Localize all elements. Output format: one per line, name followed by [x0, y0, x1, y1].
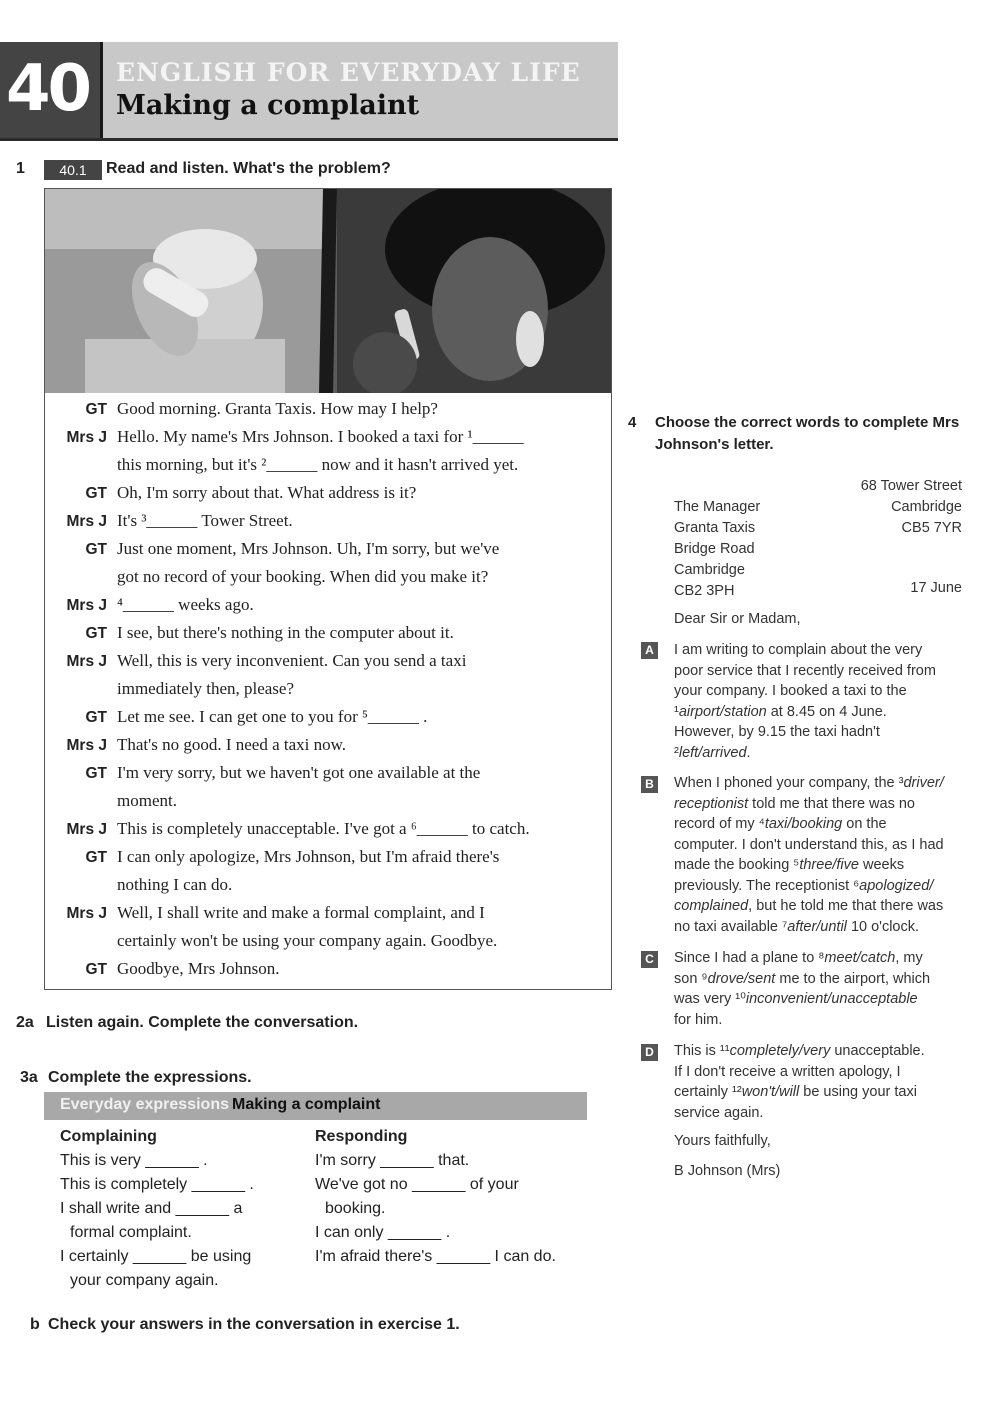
exercise-4-instruction-2: Johnson's letter.	[655, 436, 774, 453]
expression-line: This is completely ______ .	[60, 1176, 254, 1193]
expression-line: I'm afraid there's ______ I can do.	[315, 1248, 556, 1265]
letter-paragraph-b	[674, 773, 974, 937]
line-text: Well, I shall write and make a formal complaint, and I	[117, 903, 485, 922]
letter-salutation: Dear Sir or Madam,	[674, 611, 801, 627]
line-text: certainly won't be using your company again. Goodbye.	[117, 931, 498, 950]
paragraph-label-c: C	[641, 951, 658, 968]
speaker: GT	[85, 709, 107, 726]
complaining-column	[60, 1128, 254, 1296]
letter-line: computer. I don't understand this, as I had	[674, 836, 944, 853]
letter-closing: Yours faithfully,	[674, 1133, 771, 1149]
recipient-address	[674, 497, 760, 602]
speaker: GT	[85, 541, 107, 558]
address-line: The Manager	[674, 499, 761, 515]
address-line: Cambridge	[891, 499, 962, 515]
letter-paragraph-d	[674, 1041, 974, 1123]
expressions-header	[44, 1092, 587, 1120]
letter-line: receptionist told me that there was no	[674, 795, 915, 812]
letter-line: record of my ⁴taxi/booking on the	[674, 816, 887, 832]
expression-line: This is very ______ .	[60, 1152, 208, 1169]
speaker: Mrs J	[66, 429, 107, 446]
exercise-3b-number: b	[30, 1316, 40, 1333]
letter-line: your company. I booked a taxi to the	[674, 683, 907, 699]
exercise-2a-number: 2a	[16, 1014, 34, 1031]
exercise-4-number: 4	[628, 414, 637, 431]
exercise-4-instruction-1: Choose the correct words to complete Mrs	[655, 414, 960, 431]
expression-line: formal complaint.	[70, 1224, 192, 1241]
phone-call-photo-icon	[45, 189, 611, 393]
letter-line: for him.	[674, 1011, 723, 1028]
line-text: I can only apologize, Mrs Johnson, but I'm afraid there's	[117, 847, 500, 866]
line-text: Just one moment, Mrs Johnson. Uh, I'm sorry, but we've	[117, 539, 500, 558]
line-text: Good morning. Granta Taxis. How may I help?	[117, 399, 438, 418]
line-text: This is completely unacceptable. I've got a ⁶______ to catch.	[117, 819, 530, 838]
speaker: GT	[85, 849, 107, 866]
address-line: Bridge Road	[674, 541, 755, 557]
letter-paragraph-a	[674, 640, 974, 763]
speaker: Mrs J	[66, 597, 107, 614]
letter-line: complained, but he told me that there was	[674, 898, 944, 914]
line-text: I see, but there's nothing in the computer about it.	[117, 623, 454, 642]
letter-line: made the booking ⁵three/five weeks	[674, 857, 905, 873]
speaker: GT	[85, 765, 107, 782]
letter-line: no taxi available ⁷after/until 10 o'clock.	[674, 918, 920, 935]
exercise-3a-instruction: Complete the expressions.	[48, 1069, 252, 1086]
expression-line: I can only ______ .	[315, 1224, 451, 1241]
expressions-label: Everyday expressions	[60, 1096, 229, 1113]
letter-line: Since I had a plane to ⁸meet/catch, my	[674, 950, 923, 966]
unit-number-box	[0, 42, 103, 138]
exercise-3a-number: 3a	[20, 1069, 38, 1086]
expression-line: booking.	[325, 1200, 386, 1217]
exercise-2a-instruction: Listen again. Complete the conversation.	[46, 1014, 359, 1031]
address-line: CB2 3PH	[674, 583, 735, 599]
speaker: GT	[85, 485, 107, 502]
letter-line: However, by 9.15 the taxi hadn't	[674, 724, 880, 740]
line-text: Goodbye, Mrs Johnson.	[117, 959, 280, 978]
line-text: Hello. My name's Mrs Johnson. I booked a taxi for ¹______	[117, 427, 524, 446]
letter-line: If I don't receive a written apology, I	[674, 1063, 901, 1080]
conversation-photo	[45, 189, 611, 393]
unit-header	[0, 42, 618, 141]
line-text: Well, this is very inconvenient. Can you send a taxi	[117, 651, 467, 670]
letter-signature: B Johnson (Mrs)	[674, 1163, 781, 1179]
address-line: Cambridge	[674, 562, 745, 578]
series-title: ENGLISH FOR EVERYDAY LIFE	[116, 58, 581, 87]
page-title: Making a complaint	[116, 90, 420, 121]
responding-heading: Responding	[315, 1128, 408, 1145]
line-text: got no record of your booking. When did you make it?	[117, 567, 489, 586]
letter-line: service again.	[674, 1104, 764, 1121]
line-text: Let me see. I can get one to you for ⁵______ .	[117, 707, 428, 726]
paragraph-label-b: B	[641, 776, 658, 793]
letter-line: When I phoned your company, the ³driver/	[674, 775, 944, 791]
speaker: GT	[85, 961, 107, 978]
sender-address	[780, 476, 962, 539]
address-line: 68 Tower Street	[860, 478, 962, 494]
exercise-3b-instruction: Check your answers in the conversation in exercise 1.	[48, 1316, 460, 1333]
complaining-heading: Complaining	[60, 1128, 157, 1145]
speaker: Mrs J	[66, 905, 107, 922]
everyday-expressions-box	[44, 1092, 587, 1302]
line-text: this morning, but it's ²______ now and it hasn't arrived yet.	[117, 455, 519, 474]
line-text: That's no good. I need a taxi now.	[117, 735, 347, 754]
letter-line: was very ¹⁰inconvenient/unacceptable	[674, 991, 918, 1007]
expressions-title: Making a complaint	[232, 1096, 381, 1113]
responding-column	[315, 1128, 556, 1272]
address-line: Granta Taxis	[674, 520, 756, 536]
line-text: I'm very sorry, but we haven't got one available at the	[117, 763, 481, 782]
line-text: nothing I can do.	[117, 875, 233, 894]
line-text: Oh, I'm sorry about that. What address is it?	[117, 483, 417, 502]
paragraph-label-a: A	[641, 642, 658, 659]
expression-line: your company again.	[70, 1272, 219, 1289]
letter-line: son ⁹drove/sent me to the airport, which	[674, 970, 931, 987]
line-text: immediately then, please?	[117, 679, 295, 698]
letter-date: 17 June	[910, 580, 962, 596]
expression-line: I shall write and ______ a	[60, 1200, 243, 1217]
letter-line: previously. The receptionist ⁶apologized/	[674, 877, 934, 894]
exercise-1-number: 1	[16, 160, 25, 177]
unit-number: 40	[6, 52, 90, 126]
letter-line: I am writing to complain about the very	[674, 642, 923, 658]
speaker: GT	[85, 401, 107, 418]
conversation-box	[44, 188, 612, 990]
speaker: Mrs J	[66, 737, 107, 754]
speaker: GT	[85, 625, 107, 642]
expression-line: I certainly ______ be using	[60, 1248, 252, 1265]
letter-line: ¹airport/station at 8.45 on 4 June.	[674, 703, 887, 720]
speaker: Mrs J	[66, 653, 107, 670]
line-text: ⁴______ weeks ago.	[117, 595, 254, 614]
exercise-1-instruction: Read and listen. What's the problem?	[106, 160, 391, 177]
address-line: CB5 7YR	[901, 520, 962, 536]
speaker: Mrs J	[66, 513, 107, 530]
expression-line: I'm sorry ______ that.	[315, 1152, 470, 1169]
letter-line: certainly ¹²won't/will be using your taxi	[674, 1084, 917, 1100]
paragraph-label-d: D	[641, 1044, 658, 1061]
line-text: moment.	[117, 791, 177, 810]
letter-line: poor service that I recently received from	[674, 662, 936, 679]
speaker: Mrs J	[66, 821, 107, 838]
letter-line: This is ¹¹completely/very unacceptable.	[674, 1043, 925, 1059]
letter-line: ²left/arrived.	[674, 744, 751, 761]
line-text: It's ³______ Tower Street.	[117, 511, 293, 530]
letter-paragraph-c	[674, 948, 974, 1030]
audio-track-badge[interactable]: 40.1	[44, 160, 102, 180]
expression-line: We've got no ______ of your	[315, 1176, 519, 1193]
